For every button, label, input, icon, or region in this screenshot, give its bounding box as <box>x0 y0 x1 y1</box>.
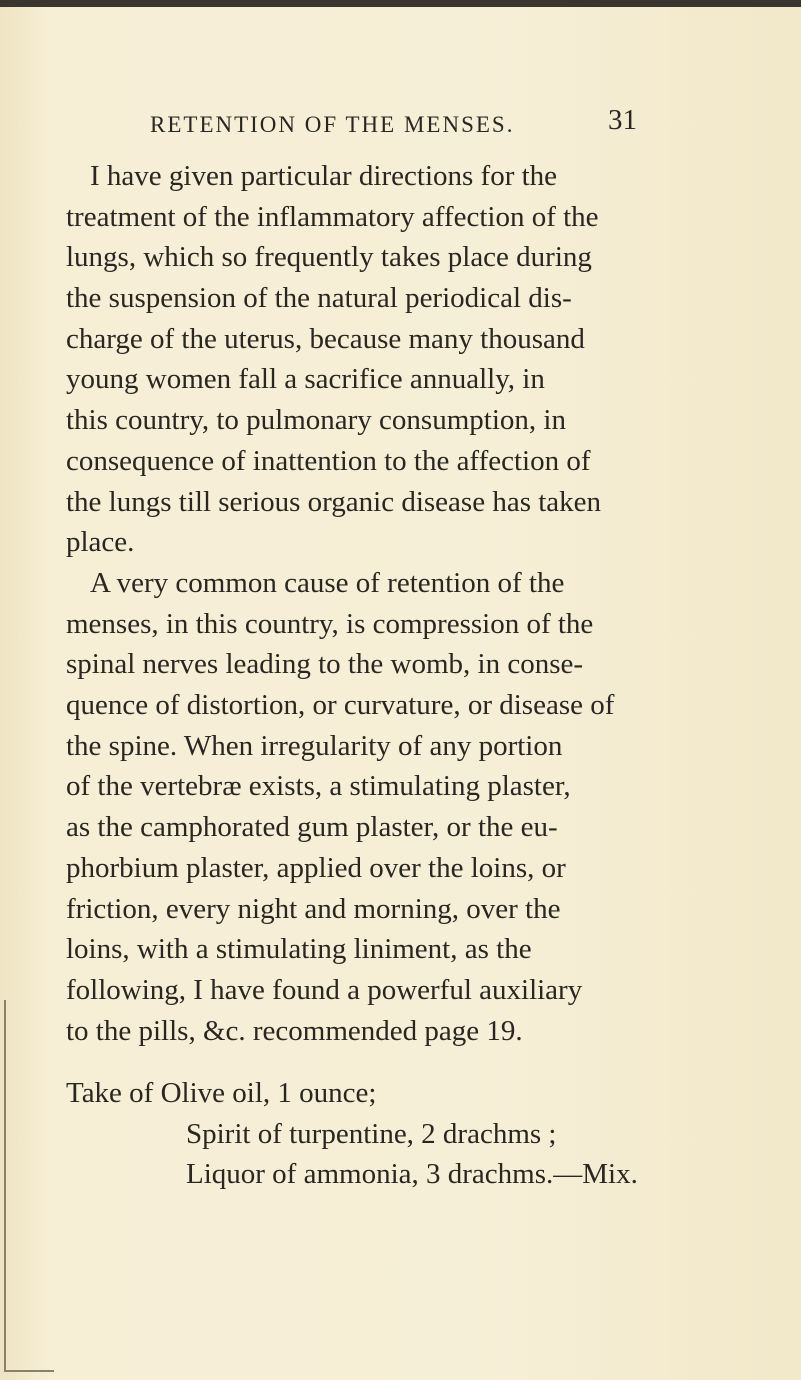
paragraph-2 <box>66 563 614 1051</box>
text-line: young women fall a sacrifice annually, in <box>66 363 545 396</box>
text-line: phorbium plaster, applied over the loins, or <box>66 851 566 884</box>
text-line: as the camphorated gum plaster, or the eu- <box>66 811 558 844</box>
text-line: following, I have found a powerful auxiliary <box>66 973 583 1006</box>
text-line: the suspension of the natural periodical dis- <box>66 282 572 315</box>
text-line: the spine. When irregularity of any portion <box>66 729 563 762</box>
text-line: friction, every night and morning, over the <box>66 892 561 925</box>
page-top-edge <box>0 0 801 7</box>
text-line: A very common cause of retention of the <box>90 567 565 599</box>
paragraph-1 <box>66 156 601 563</box>
text-line: to the pills, &c. recommended page 19. <box>66 1014 523 1047</box>
text-line: this country, to pulmonary consumption, in <box>66 404 566 437</box>
text-line: place. <box>66 526 135 559</box>
text-line: treatment of the inflammatory affection of the <box>66 200 599 233</box>
page-left-edge <box>4 1000 6 1370</box>
text-line: the lungs till serious organic disease has taken <box>66 485 602 518</box>
recipe-line: Liquor of ammonia, 3 drachms.—Mix. <box>186 1158 638 1191</box>
text-line: spinal nerves leading to the womb, in conse- <box>66 648 584 681</box>
recipe-line: Spirit of turpentine, 2 drachms ; <box>186 1117 557 1150</box>
text-line: lungs, which so frequently takes place during <box>66 241 592 274</box>
running-title: RETENTION OF THE MENSES. <box>150 112 515 137</box>
text-line: quence of distortion, or curvature, or disease of <box>66 689 615 722</box>
text-line: loins, with a stimulating liniment, as the <box>66 933 532 966</box>
text-line: of the vertebræ exists, a stimulating plaster, <box>66 770 571 803</box>
text-line: charge of the uterus, because many thousand <box>66 322 585 355</box>
text-line: menses, in this country, is compression of the <box>66 607 594 640</box>
recipe-block <box>66 1073 638 1195</box>
page-number: 31 <box>608 104 637 136</box>
text-line: I have given particular directions for the <box>90 160 558 192</box>
page-bottom-edge <box>4 1370 54 1372</box>
text-line: consequence of inattention to the affection of <box>66 444 591 477</box>
recipe-line: Take of Olive oil, 1 ounce; <box>66 1077 377 1109</box>
